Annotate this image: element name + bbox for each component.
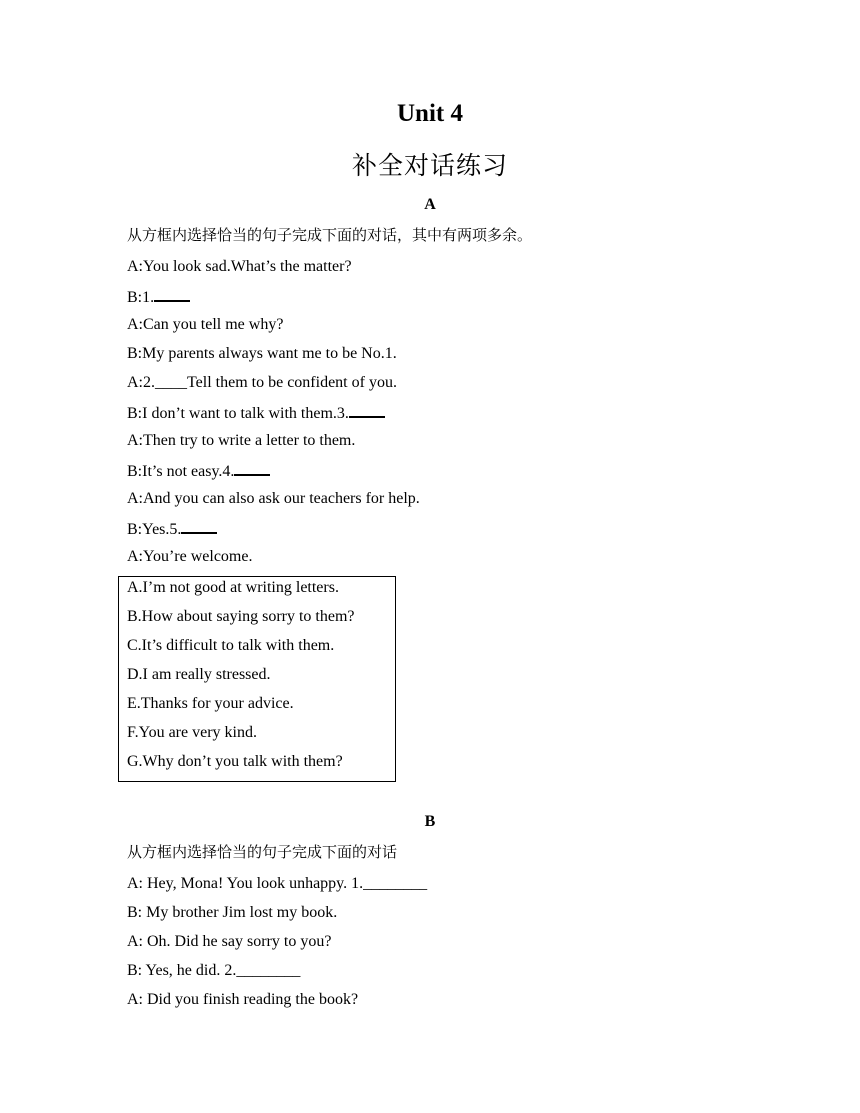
dialogue-line — [127, 518, 217, 540]
dialogue-line: A: Did you finish reading the book? — [127, 991, 359, 1008]
dialogue-line: A:Then try to write a letter to them. — [127, 432, 356, 449]
dialogue-line: B:My parents always want me to be No.1. — [127, 345, 397, 362]
section-b-heading: B — [424, 813, 436, 830]
dialogue-line: A:You’re welcome. — [127, 548, 253, 565]
answer-blank-3[interactable] — [349, 402, 385, 418]
worksheet-title: 补全对话练习 — [351, 151, 508, 180]
dialogue-line: A:Can you tell me why? — [127, 316, 284, 333]
section-b-instruction: 从方框内选择恰当的句子完成下面的对话 — [127, 843, 398, 861]
unit-title: Unit 4 — [397, 100, 463, 127]
answer-blank-4[interactable] — [234, 460, 270, 476]
dialogue-line — [127, 286, 190, 308]
option-d: D.I am really stressed. — [127, 666, 271, 683]
dialogue-text: B:I don’t want to talk with them.3. — [127, 405, 349, 422]
section-a-heading: A — [424, 196, 436, 213]
option-b: B.How about saying sorry to them? — [127, 608, 355, 625]
section-a-instruction: 从方框内选择恰当的句子完成下面的对话，其中有两项多余。 — [127, 226, 533, 244]
option-a: A.I’m not good at writing letters. — [127, 579, 339, 596]
dialogue-text: B:1. — [127, 289, 155, 306]
dialogue-line: A: Hey, Mona! You look unhappy. 1.________ — [127, 875, 428, 892]
dialogue-line: A:You look sad.What’s the matter? — [127, 258, 352, 275]
answer-blank-5[interactable] — [181, 518, 217, 534]
dialogue-line: A: Oh. Did he say sorry to you? — [127, 933, 332, 950]
dialogue-line: B: My brother Jim lost my book. — [127, 904, 338, 921]
dialogue-line — [127, 402, 385, 424]
dialogue-text: B:It’s not easy.4. — [127, 463, 235, 480]
dialogue-line — [127, 460, 270, 482]
option-c: C.It’s difficult to talk with them. — [127, 637, 335, 654]
option-e: E.Thanks for your advice. — [127, 695, 294, 712]
dialogue-text: B:Yes.5. — [127, 521, 182, 538]
option-f: F.You are very kind. — [127, 724, 257, 741]
option-g: G.Why don’t you talk with them? — [127, 753, 343, 770]
dialogue-line: A:2.____Tell them to be confident of you. — [127, 374, 397, 391]
options-box — [118, 576, 396, 782]
answer-blank-1[interactable] — [154, 286, 190, 302]
dialogue-line: A:And you can also ask our teachers for help. — [127, 490, 420, 507]
dialogue-line: B: Yes, he did. 2.________ — [127, 962, 301, 979]
